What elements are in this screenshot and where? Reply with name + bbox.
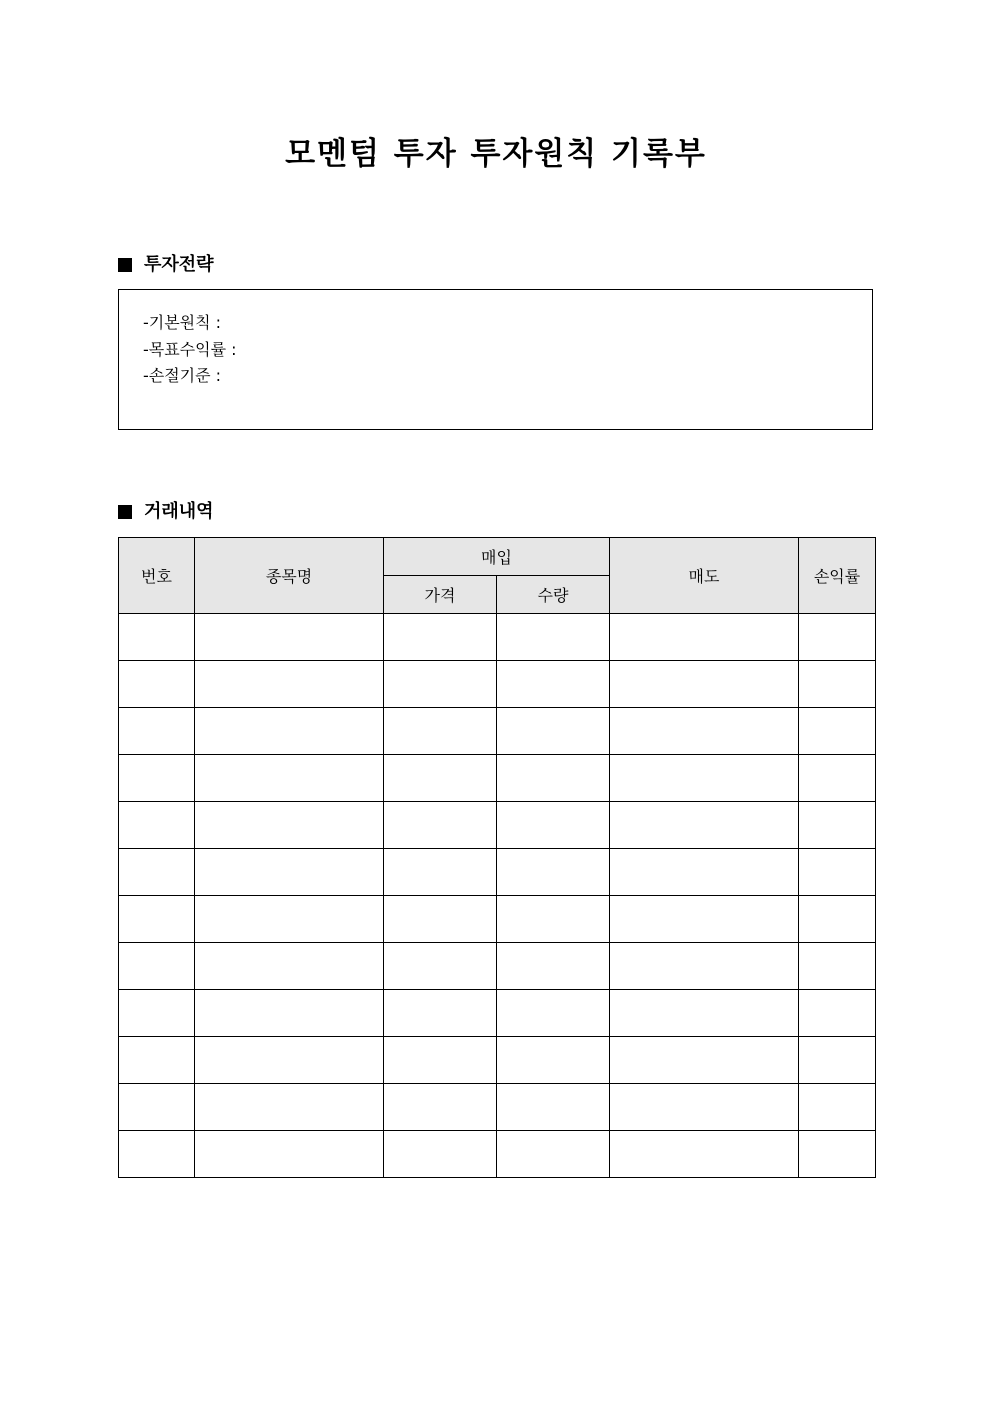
table-row [119, 1037, 876, 1084]
cell-stock-name[interactable] [195, 1084, 384, 1131]
cell-price[interactable] [384, 1131, 497, 1178]
square-bullet-icon [118, 505, 132, 519]
cell-quantity[interactable] [497, 849, 610, 896]
header-stock-name: 종목명 [195, 538, 384, 614]
cell-stock-name[interactable] [195, 708, 384, 755]
table-row [119, 943, 876, 990]
cell-number[interactable] [119, 943, 195, 990]
cell-stock-name[interactable] [195, 943, 384, 990]
cell-stock-name[interactable] [195, 1037, 384, 1084]
cell-number[interactable] [119, 708, 195, 755]
header-quantity: 수량 [497, 576, 610, 614]
header-profit-rate: 손익률 [799, 538, 876, 614]
cell-sale[interactable] [610, 708, 799, 755]
cell-profit-rate[interactable] [799, 896, 876, 943]
cell-quantity[interactable] [497, 896, 610, 943]
cell-profit-rate[interactable] [799, 1084, 876, 1131]
cell-sale[interactable] [610, 990, 799, 1037]
strategy-line-basic-principle: -기본원칙 : [143, 313, 222, 332]
cell-sale[interactable] [610, 1037, 799, 1084]
strategy-heading [118, 253, 214, 277]
header-number: 번호 [119, 538, 195, 614]
cell-profit-rate[interactable] [799, 990, 876, 1037]
strategy-box [118, 289, 873, 430]
trades-heading [118, 500, 214, 524]
cell-quantity[interactable] [497, 1084, 610, 1131]
square-bullet-icon [118, 258, 132, 272]
table-row [119, 1084, 876, 1131]
cell-stock-name[interactable] [195, 849, 384, 896]
cell-stock-name[interactable] [195, 990, 384, 1037]
cell-number[interactable] [119, 1131, 195, 1178]
cell-price[interactable] [384, 661, 497, 708]
cell-price[interactable] [384, 708, 497, 755]
cell-number[interactable] [119, 802, 195, 849]
cell-profit-rate[interactable] [799, 661, 876, 708]
cell-profit-rate[interactable] [799, 708, 876, 755]
cell-sale[interactable] [610, 943, 799, 990]
cell-sale[interactable] [610, 1131, 799, 1178]
table-row [119, 896, 876, 943]
cell-quantity[interactable] [497, 614, 610, 661]
cell-price[interactable] [384, 1037, 497, 1084]
trades-heading-label: 거래내역 [144, 501, 214, 522]
header-sale: 매도 [610, 538, 799, 614]
cell-number[interactable] [119, 1037, 195, 1084]
table-row [119, 849, 876, 896]
cell-quantity[interactable] [497, 943, 610, 990]
cell-quantity[interactable] [497, 708, 610, 755]
document-title: 모멘텀 투자 투자원칙 기록부 [285, 136, 707, 172]
cell-profit-rate[interactable] [799, 943, 876, 990]
cell-sale[interactable] [610, 1084, 799, 1131]
cell-quantity[interactable] [497, 990, 610, 1037]
cell-sale[interactable] [610, 755, 799, 802]
cell-profit-rate[interactable] [799, 802, 876, 849]
cell-quantity[interactable] [497, 1037, 610, 1084]
cell-number[interactable] [119, 614, 195, 661]
cell-number[interactable] [119, 849, 195, 896]
cell-stock-name[interactable] [195, 802, 384, 849]
table-row [119, 661, 876, 708]
header-purchase: 매입 [384, 538, 610, 576]
cell-price[interactable] [384, 849, 497, 896]
cell-number[interactable] [119, 990, 195, 1037]
cell-price[interactable] [384, 943, 497, 990]
cell-stock-name[interactable] [195, 755, 384, 802]
header-price: 가격 [384, 576, 497, 614]
cell-stock-name[interactable] [195, 1131, 384, 1178]
cell-profit-rate[interactable] [799, 755, 876, 802]
table-row [119, 802, 876, 849]
cell-number[interactable] [119, 1084, 195, 1131]
cell-sale[interactable] [610, 896, 799, 943]
cell-quantity[interactable] [497, 1131, 610, 1178]
table-row [119, 990, 876, 1037]
cell-price[interactable] [384, 755, 497, 802]
trades-table [118, 537, 876, 1178]
strategy-line-stop-loss: -손절기준 : [143, 366, 222, 385]
cell-price[interactable] [384, 896, 497, 943]
cell-stock-name[interactable] [195, 614, 384, 661]
cell-profit-rate[interactable] [799, 1037, 876, 1084]
cell-stock-name[interactable] [195, 661, 384, 708]
cell-sale[interactable] [610, 614, 799, 661]
strategy-heading-label: 투자전략 [144, 254, 214, 275]
cell-sale[interactable] [610, 661, 799, 708]
table-row [119, 755, 876, 802]
cell-price[interactable] [384, 990, 497, 1037]
cell-price[interactable] [384, 614, 497, 661]
table-row [119, 708, 876, 755]
cell-number[interactable] [119, 661, 195, 708]
cell-quantity[interactable] [497, 755, 610, 802]
table-row [119, 1131, 876, 1178]
cell-quantity[interactable] [497, 661, 610, 708]
cell-profit-rate[interactable] [799, 849, 876, 896]
cell-number[interactable] [119, 755, 195, 802]
cell-number[interactable] [119, 896, 195, 943]
cell-profit-rate[interactable] [799, 614, 876, 661]
cell-sale[interactable] [610, 802, 799, 849]
cell-quantity[interactable] [497, 802, 610, 849]
cell-price[interactable] [384, 1084, 497, 1131]
cell-stock-name[interactable] [195, 896, 384, 943]
table-row [119, 614, 876, 661]
cell-price[interactable] [384, 802, 497, 849]
strategy-line-target-return: -목표수익률 : [143, 339, 237, 359]
cell-sale[interactable] [610, 849, 799, 896]
cell-profit-rate[interactable] [799, 1131, 876, 1178]
